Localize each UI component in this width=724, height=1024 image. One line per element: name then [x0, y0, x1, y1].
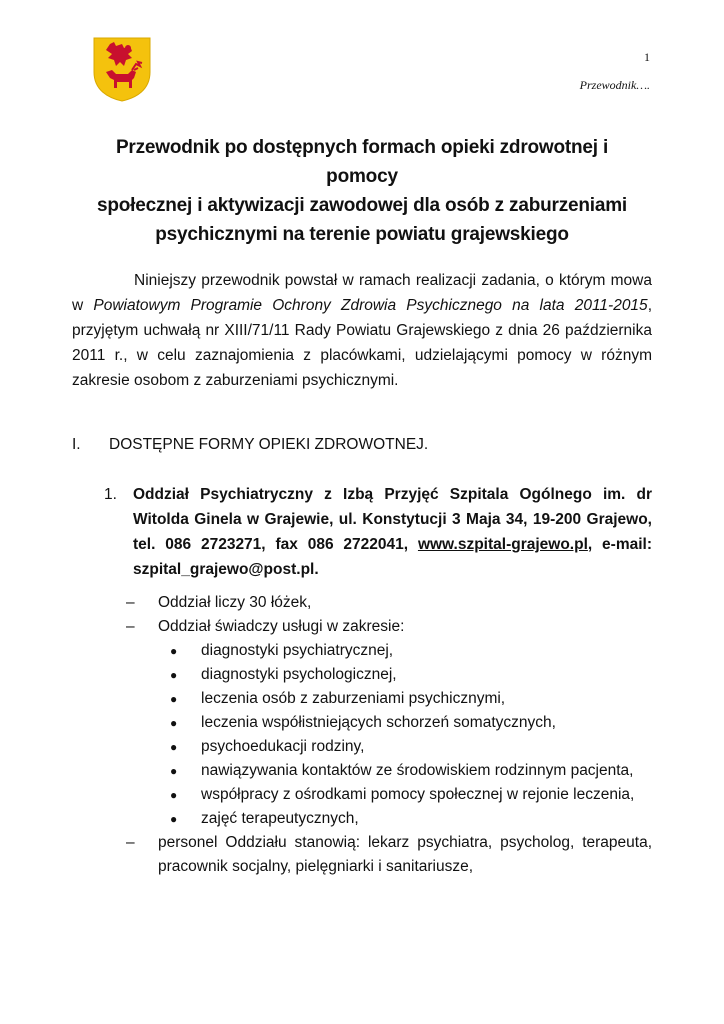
dash-marker: –: [126, 834, 135, 851]
hospital-website-link[interactable]: www.szpital-grajewo.pl: [417, 536, 588, 553]
facility-entry: [104, 482, 652, 582]
title-line: społecznej i aktywizacji zawodowej dla osób z zaburzeniami: [96, 195, 628, 216]
bullet-icon: ●: [170, 812, 178, 826]
service-item: ● zajęć terapeutycznych,: [158, 807, 652, 831]
bullet-icon: ●: [170, 716, 178, 730]
program-name: Powiatowym Programie Ochrony Zdrowia Psychicznego na lata 2011-2015: [93, 297, 648, 314]
facility-email: , e-mail: szpital_grajewo@post.pl.: [133, 536, 653, 578]
list-item: [126, 591, 652, 615]
document-title: [80, 133, 644, 249]
page-number: 1: [644, 50, 650, 64]
coat-of-arms-icon: [92, 36, 152, 102]
bullet-icon: ●: [170, 740, 178, 754]
dash-marker: –: [126, 618, 135, 635]
section-heading: [72, 436, 428, 454]
service-item: ● diagnostyki psychiatrycznej,: [158, 639, 652, 663]
bullet-icon: ●: [170, 668, 178, 682]
service-item: ● współpracy z ośrodkami pomocy społecznej w rejonie leczenia,: [158, 783, 652, 807]
item-number: 1.: [104, 486, 117, 503]
service-item: ● diagnostyki psychologicznej,: [158, 663, 652, 687]
intro-paragraph: [72, 268, 652, 393]
service-item: ● psychoedukacji rodziny,: [158, 735, 652, 759]
facility-details: Oddział Psychiatryczny z Izbą Przyjęć Szpitala Ogólnego im. dr Witolda Ginela w Grajewie, ul. Konstytucji 3 Maja 34, 19-200 Grajewo, tel. 086 2723271, fax 086 2722041,: [133, 486, 652, 553]
service-item: ● leczenia współistniejących schorzeń somatycznych,: [158, 711, 652, 735]
beds-text: Oddział liczy 30 łóżek,: [158, 594, 312, 611]
intro-text-end: , przyjętym uchwałą nr XIII/71/11 Rady Powiatu Grajewskiego z dnia 26 października 2011 r., w celu zaznajomienia z placówkami, udzielającymi pomocy w różnym zakresie osobom z zaburzeniami psychicznymi.: [72, 297, 652, 389]
details-list: [126, 591, 652, 879]
list-item: [126, 615, 652, 831]
header-note: Przewodnik….: [579, 78, 650, 92]
dash-marker: –: [126, 594, 135, 611]
service-item: ● leczenia osób z zaburzeniami psychicznymi,: [158, 687, 652, 711]
staff-text: personel Oddziału stanowią: lekarz psychiatra, psycholog, terapeuta, pracownik socjalny, pielęgniarki i sanitariusze,: [158, 834, 652, 875]
section-title: DOSTĘPNE FORMY OPIEKI ZDROWOTNEJ.: [109, 436, 429, 453]
services-intro: Oddział świadczy usługi w zakresie:: [158, 618, 405, 635]
title-line: psychicznymi na terenie powiatu grajewskiego: [155, 224, 569, 245]
services-list: [158, 639, 652, 831]
list-item: [126, 831, 652, 879]
bullet-icon: ●: [170, 692, 178, 706]
intro-text: Niniejszy przewodnik powstał w ramach realizacji zadania, o którym mowa w: [72, 272, 652, 314]
service-item: ● nawiązywania kontaktów ze środowiskiem rodzinnym pacjenta,: [158, 759, 652, 783]
title-line: Przewodnik po dostępnych formach opieki zdrowotnej i pomocy: [115, 137, 609, 187]
bullet-icon: ●: [170, 788, 178, 802]
bullet-icon: ●: [170, 764, 178, 778]
section-number: I.: [72, 436, 81, 453]
bullet-icon: ●: [170, 644, 178, 658]
